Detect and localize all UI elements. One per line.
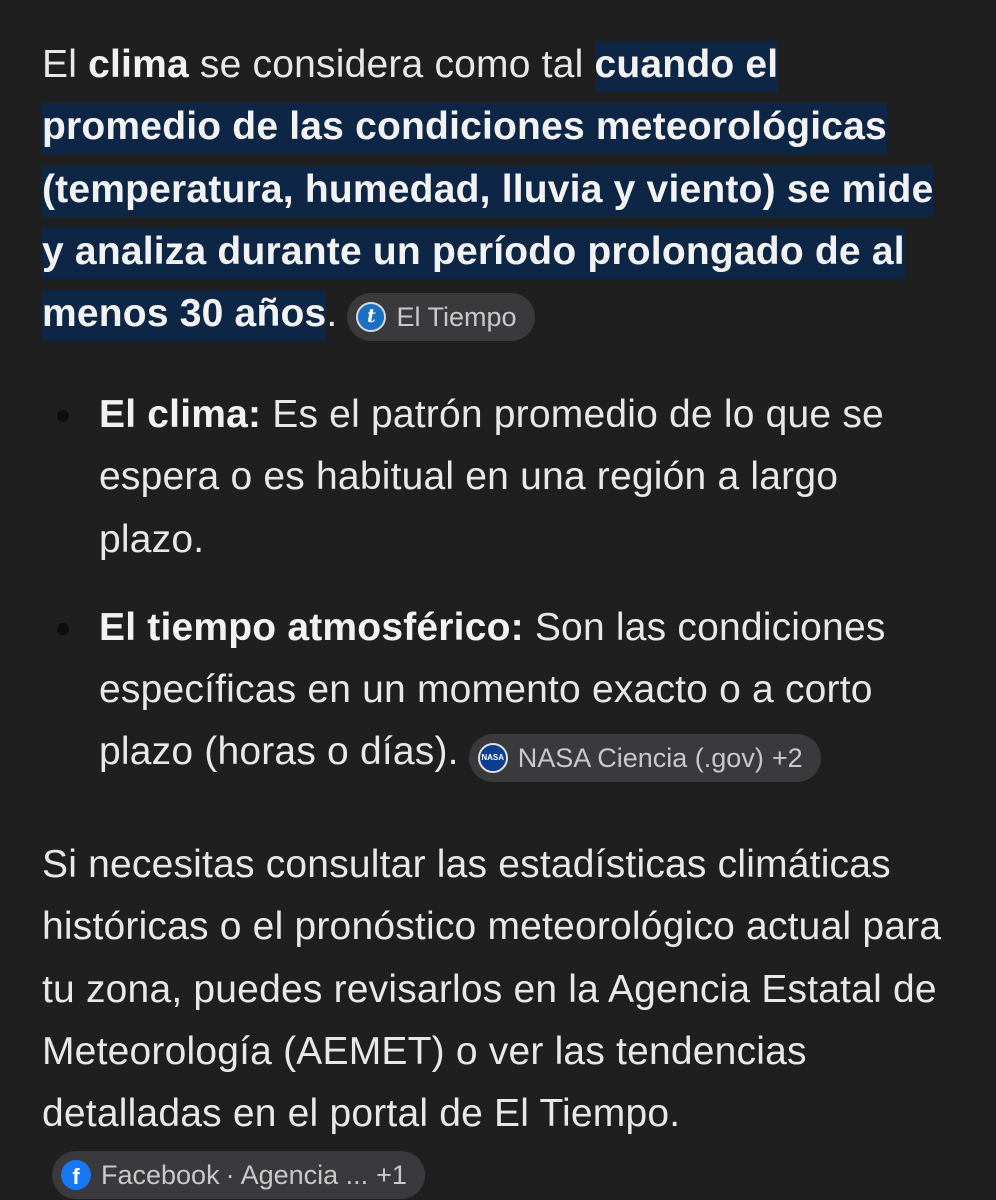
list-item-clima (0, 384, 929, 571)
intro-text-start: El (42, 43, 89, 86)
source-chip-label: El Tiempo (396, 301, 517, 332)
intro-text-middle: se considera como tal (188, 43, 595, 86)
list-item-text: Es el patrón promedio de lo que se espera o es habitual en una región a largo plazo. (99, 393, 884, 561)
el-tiempo-logo-icon: t (356, 302, 386, 332)
source-chip-el-tiempo[interactable] (347, 293, 534, 341)
source-chip-label-2: Agencia ... (240, 1160, 369, 1191)
intro-paragraph (42, 34, 962, 345)
source-chip-facebook[interactable] (52, 1151, 425, 1199)
term-clima: clima (88, 43, 189, 86)
definition-list (0, 384, 996, 784)
source-chip-nasa[interactable] (469, 734, 821, 782)
list-item-term: El clima: (99, 393, 262, 436)
source-chip-label: Facebook (101, 1160, 220, 1191)
list-item-term: El tiempo atmosférico: (99, 605, 524, 649)
facebook-logo-icon: f (61, 1160, 91, 1190)
list-item-tiempo-atmosferico (0, 597, 929, 784)
bullet-icon (57, 623, 69, 635)
intro-text-end: . (326, 292, 338, 336)
source-chip-more-count: +1 (376, 1160, 407, 1191)
highlighted-definition: cuando el promedio de las condiciones meteorológicas (temperatura, humedad, lluvia y viento) se mide y analiza durante un período prolongado de al menos 30 años (42, 41, 933, 341)
source-chip-more-count: +2 (771, 743, 803, 774)
closing-paragraph (42, 834, 962, 1200)
source-chip-separator: · (225, 1160, 235, 1191)
list-item-text: Son las condiciones específicas en un momento exacto o a corto plazo (horas o días). (99, 605, 886, 774)
source-chip-label: NASA Ciencia (.gov) (517, 743, 764, 774)
bullet-icon (57, 410, 69, 422)
closing-text: Si necesitas consultar las estadísticas climáticas históricas o el pronóstico meteorológico actual para tu zona, puedes revisarlos en la Agencia Estatal de Meteorología (AEMET) o ver las tendencias detalladas en el portal de El Tiempo. (42, 843, 942, 1136)
nasa-logo-icon: NASA (478, 743, 508, 773)
